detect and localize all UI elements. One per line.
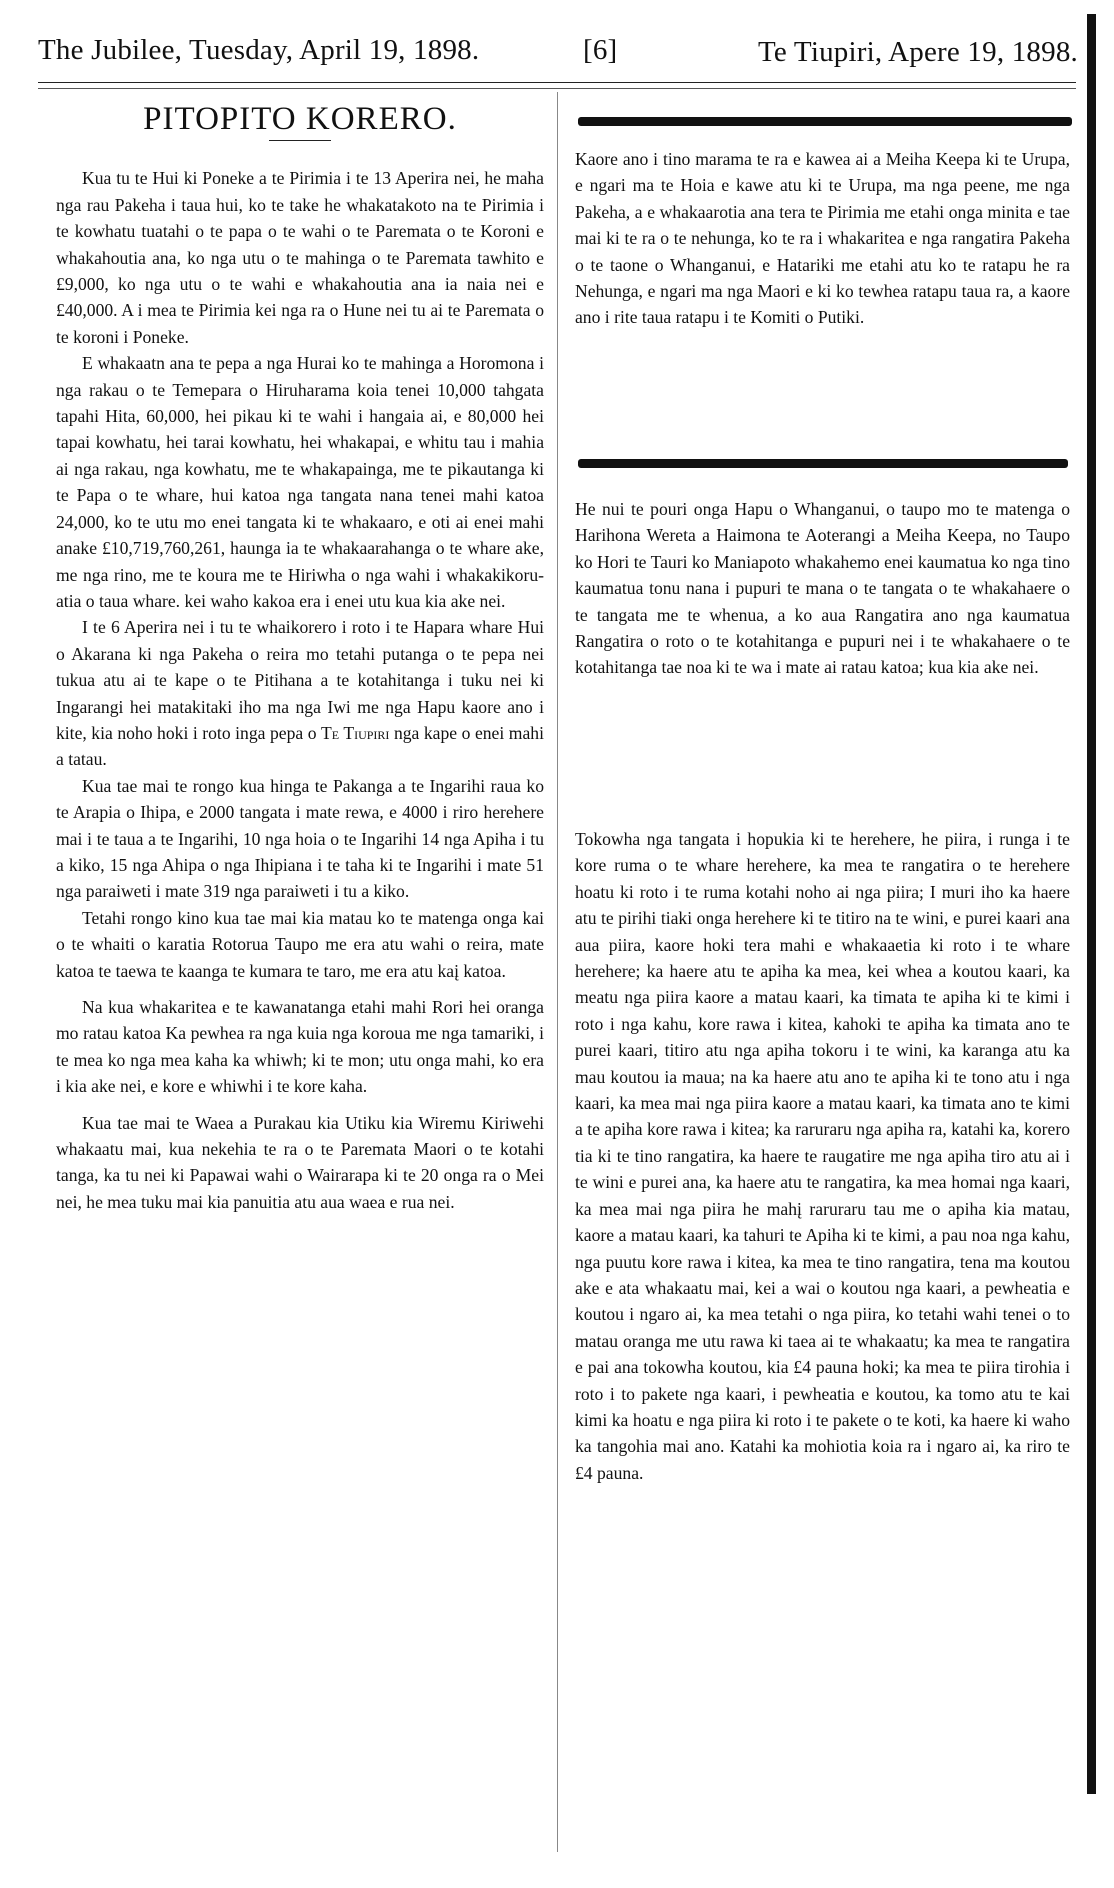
article-paragraph: E whakaatn ana te pepa a nga Hurai ko te mahinga a Horomona i nga rakau o te Temepara o Hiruharama koia tenei 10,000 tahgata tapahi Hita, 60,000, hei pikau ki te wahi i hangaia ai, e 80,000 hei tapai kowhatu, hei tarai kowhatu, hei whakapai, e whitu tau i mahia ai nga rakau, nga kowhatu, me te whakapainga, me te pikautanga ki te Papa o te whare, hui katoa nga tangata nana tenei mahi katoa 24,000, ko te utu mo enei tangata ki te whakaaro, e oti ai enei mahi anake £10,719,760,261, haunga ia te whakaarahanga o te whare ake, me nga rino, me te koura me te Hiriwha o nga wahi i whakakikoruatia o taua whare. kei waho kakoa era i enei utu kua kia ake nei. (56, 353, 544, 611)
heavy-rule-top (578, 117, 1072, 126)
article-text: I te 6 Aperira nei i tu te whaikorero i roto i te Hapara whare Hui o Akarana ki nga Pakeha o reira mo tetahi putanga o te pepa nei tukua atu ai te kape o te Pitihana a te kotahitanga i tuku nei ki Ingarangi hei matakitaki iho ma nga Iwi me nga Hapu kaore ano i kite, kia noho hoki i roto inga pepa o (56, 617, 544, 743)
article-paragraph: He nui te pouri onga Hapu o Whanganui, o taupo mo te matenga o Harihona Wereta a Haimona te Aoterangi a Meiha Keepa, no Taupo ko Hori te Tauri ko Maniapoto whakahemo enei kaumatua ko nga tino kaumatua tonu nana i pupuri te mana o te tangata o te whakahaere o te tangata me te whenua, a ko aua Rangatira ano nga kaumatua Rangatira o roto o te kotahitanga e pupuri nei i te whakahaere o te kotahitanga tae noa ki te wa i mate ai ratau katoa; kua kia ake nei. (575, 499, 1070, 678)
article-paragraph: Kua tae mai te Waea a Purakau kia Utiku kia Wiremu Kiriwehi whakaatu mai, kua nekehia te ra o te Paremata Maori o te kotahi tanga, ka tu nei ki Papawai wahi o Wairarapa ki te 20 onga ra o Mei nei, he mea tuku mai kia panuitia atu aua waea e rua nei. (56, 1112, 544, 1212)
column-divider (557, 92, 558, 1852)
article-paragraph: Kaore ano i tino marama te ra e kawea ai a Meiha Keepa ki te Urupa, e ngari ma te Hoia e kawe atu ki te Urupa, ma nga peene, me nga Pakeha, a e whakaarotia ana tera te Pirimia me etahi onga minita e tae mai ki te ra o te nehunga, ko te ra i whakaritea e nga rangatira Pakeha o te taone o Whanganui, e Hatariki me etahi atu ko te ratapu he ra Nehunga, e ngari ma nga Maori e ki ko tewhea ratapu taua ra, a kaore ano i rite taua ratapu i te Komiti o Putiki. (575, 149, 1070, 328)
article-text: nga kape o enei mahi a tatau. (56, 722, 544, 770)
header-rule-secondary (38, 88, 1076, 89)
masthead (38, 34, 1078, 84)
paper-name: Te Tiupiri (321, 722, 390, 743)
page-number: [6] (583, 34, 618, 66)
right-article-1 (575, 146, 1070, 331)
article-paragraph: Na kua whakaritea e te kawanatanga etahi mahi Rori hei oranga mo ratau katoa Ka pewhea ra nga kuia nga koroua me nga tamariki, i te mea ko nga mea kaha ka whiwh; ki te mon; utu onga mahi, ko era i kia ake nei, e kore e whiwhi i te kore kaha. (56, 997, 544, 1097)
page-edge-bar (1087, 14, 1096, 1794)
section-title: PITOPITO KORERO. (143, 101, 457, 137)
article-paragraph: Kua tu te Hui ki Poneke a te Pirimia i te 13 Aperira nei, he maha nga rau Pakeha i taua hui, ko te take he whakatakoto na te Pirimia i te kowhatu tuatahi o te papa o te wahi o te Paremata o te Koroni e whakahoutia ana, ko nga utu o te mahinga o te Paremata tawhito e £9,000, ko nga utu o te wahi e whakahoutia ana ia naia nei e £40,000. A i mea te Pirimia kei nga ra o Hune nei tu ai te Paremata o te koroni i Poneke. (56, 168, 544, 347)
right-article-2 (575, 496, 1070, 681)
title-rule (269, 140, 331, 141)
masthead-maori-dateline: Te Tiupiri, Apere 19, 1898. (758, 36, 1078, 68)
spacer (56, 1100, 544, 1110)
right-article-3 (575, 826, 1070, 1486)
article-paragraph: Kua tae mai te rongo kua hinga te Pakanga a te Ingarihi raua ko te Arapia o Ihipa, e 2000 tangata i mate rewa, e 4000 i riro herehere mai i te taua a te Ingarihi, 10 nga hoia o te Ingarihi 14 nga Apiha i tu a kiko, 15 nga Ahipa o nga Ihipiana i te taha ki te Ingarihi i mate 51 nga paraiweti i mate 319 nga paraiweti i tu a kiko. (56, 775, 544, 902)
article-paragraph: Tokowha nga tangata i hopukia ki te herehere, he piira, i runga i te kore ruma o te whare herehere, ka mea te rangatira o te herehere hoatu ki roto i te ruma kotahi noho ai nga piira; I muri iho ka haere atu te pirihi tiaki onga herehere ki te titiro na te wini, e purei kaari ana aua piira, kaore hoki tera mahi e whakaaetia ki roto i te whare herehere; ka haere atu te apiha ka mea, kei whea a koutou kaari, ka meatu nga piira kaore a matau kaari, ka timata te apiha ki te kimi i roto i nga kahu, kore rawa i kitea, kahoki te apiha ka timata ano te purei kaari, titiro atu nga apiha tokoru i te wini, ka karanga atu ka mau koutou ia maua; na ka haere atu ano te apiha ki te tono atu i nga kaari, ka mea mai nga piira kaore a matau kaari, ka timata ano te kimi a te apiha kore rawa i kitea; ka raruraru nga apiha ra, katahi ka, korero tia ki te tino rangatira, ka haere te raugatire me nga apiha tiro atu ai i te wini e purei ana, ka haere atu te rangatira, ka mea homai nga kaari, ka mea mai nga piira he mahį raruraru tau me o apiha kia matau, kaore a matau kaari, ka tahuri te Apiha ki te kimi, a pau noa nga kahu, nga puutu kore rawa i kitea, ka mea te tino rangatira, tena ma koutou ake e ata whakaatu mai, kei a wai o koutou nga kaari, a pewheatia e koutou i ngaro ai, ka mea tetahi o nga piira, ko tetahi wahi tenei o to matau oranga me utu rawa ki taea ai te whakaatu; ka mea te rangatira e pai ana tokowha koutou, kia £4 pauna hoki; ka mea te piira tirohia i roto i to pakete nga kaari, i pewheatia e koutou, ka tomo atu te kai kimi ka hoatu e nga piira ki roto i te pakete o te koti, ka haere ki waho ka tangohia mai ano. Katahi ka mohiotia koia ra i ngaro ai, ka riro te £4 pauna. (575, 829, 1070, 1483)
spacer (56, 984, 544, 994)
article-paragraph (56, 614, 544, 772)
article-paragraph: Tetahi rongo kino kua tae mai kia matau ko te matenga onga kai o te whaiti o karatia Rotorua Taupo me era atu wahi o reira, mate katoa te taewa te kaanga te kumara te taro, me era atu kaį katoa. (56, 907, 544, 981)
heavy-rule-middle (578, 459, 1068, 468)
masthead-english-dateline: The Jubilee, Tuesday, April 19, 1898. (38, 34, 480, 66)
left-column (56, 101, 544, 1215)
header-rule (38, 82, 1076, 83)
